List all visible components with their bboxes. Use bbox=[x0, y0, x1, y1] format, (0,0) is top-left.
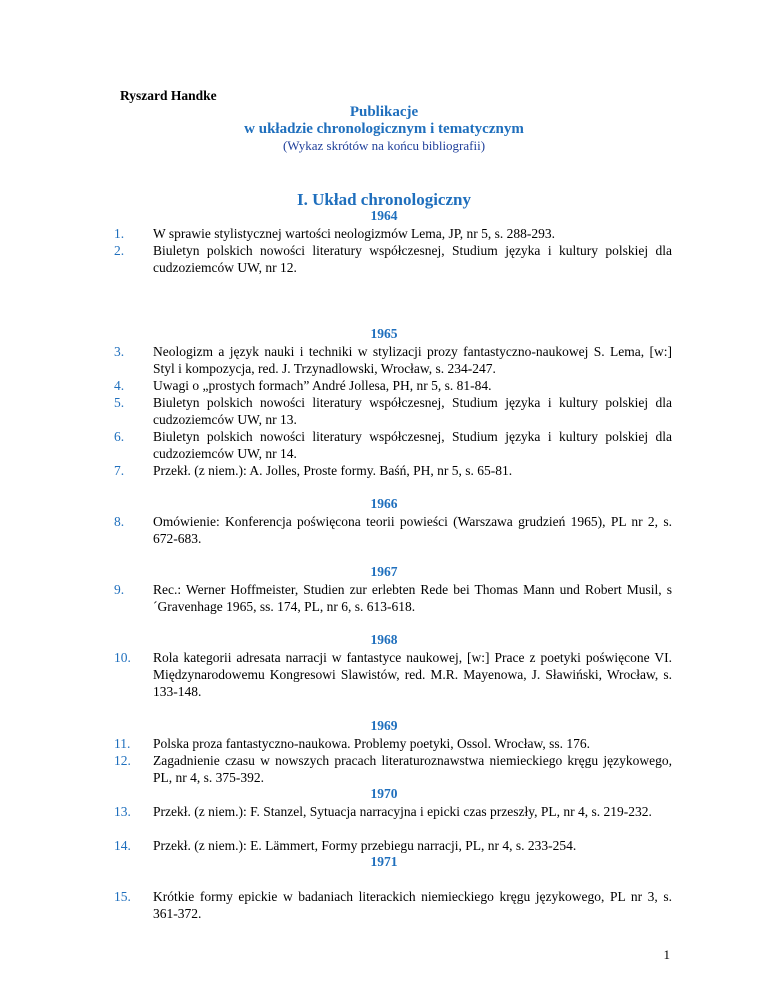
entry-number: 10. bbox=[114, 650, 131, 665]
entry-number: 12. bbox=[114, 753, 131, 768]
bibliography-entry bbox=[114, 513, 672, 547]
entry-text: Biuletyn polskich nowości literatury współczesnej, Studium języka i kultury polskiej dla cudzoziemców UW, nr 14. bbox=[153, 429, 672, 461]
bibliography-entry bbox=[114, 462, 672, 479]
entry-text: W sprawie stylistycznej wartości neologizmów Lema, JP, nr 5, s. 288-293. bbox=[153, 226, 556, 241]
year-heading: 1970 bbox=[370, 786, 398, 801]
bibliography-entry bbox=[114, 752, 672, 786]
bibliography-entry bbox=[114, 803, 672, 820]
year-heading: 1967 bbox=[370, 564, 398, 579]
bibliography-entry bbox=[114, 394, 672, 428]
year-heading: 1969 bbox=[370, 718, 398, 733]
year-heading: 1968 bbox=[370, 632, 398, 647]
entry-text: Przekł. (z niem.): E. Lämmert, Formy przebiegu narracji, PL, nr 4, s. 233-254. bbox=[153, 838, 577, 853]
year-heading: 1971 bbox=[370, 854, 398, 869]
year-heading: 1965 bbox=[370, 326, 398, 341]
year-heading: 1964 bbox=[370, 208, 398, 223]
entry-text: Neologizm a język nauki i techniki w stylizacji prozy fantastyczno-naukowej S. Lema, [w:] Styl i kompozycja, red. J. Trzynadlowski, Wrocław, s. 234-247. bbox=[153, 344, 672, 376]
bibliography-entry bbox=[114, 343, 672, 377]
entry-text: Krótkie formy epickie w badaniach literackich niemieckiego kręgu językowego, PL nr 3, s. 361-372. bbox=[153, 889, 672, 921]
entry-number: 8. bbox=[114, 514, 125, 529]
bibliography-entry bbox=[114, 837, 672, 854]
subtitle: (Wykaz skrótów na końcu bibliografii) bbox=[282, 138, 486, 153]
entry-number: 7. bbox=[114, 463, 125, 478]
entry-number: 1. bbox=[114, 226, 125, 241]
bibliography-entry bbox=[114, 377, 672, 394]
bibliography-entry bbox=[114, 581, 672, 615]
entry-number: 15. bbox=[114, 889, 131, 904]
entry-number: 5. bbox=[114, 395, 125, 410]
bibliography-entry bbox=[114, 225, 672, 242]
entry-number: 9. bbox=[114, 582, 125, 597]
bibliography-entry bbox=[114, 888, 672, 922]
entry-number: 2. bbox=[114, 243, 125, 258]
entry-text: Polska proza fantastyczno-naukowa. Problemy poetyki, Ossol. Wrocław, ss. 176. bbox=[153, 736, 590, 751]
entry-number: 11. bbox=[114, 736, 131, 751]
entry-number: 14. bbox=[114, 838, 131, 853]
entry-number: 4. bbox=[114, 378, 125, 393]
entry-text: Rec.: Werner Hoffmeister, Studien zur erlebten Rede bei Thomas Mann und Robert Musil, s´Gravenhage 1965, ss. 174, PL, nr 6, s. 613-618. bbox=[153, 582, 672, 614]
author-name: Ryszard Handke bbox=[120, 88, 217, 103]
title-line-1: Publikacje bbox=[349, 104, 419, 120]
entry-text: Biuletyn polskich nowości literatury współczesnej, Studium języka i kultury polskiej dla cudzoziemców UW, nr 12. bbox=[153, 243, 672, 275]
section-title: I. Układ chronologiczny bbox=[297, 190, 471, 209]
entry-number: 13. bbox=[114, 804, 131, 819]
entry-text: Omówienie: Konferencja poświęcona teorii powieści (Warszawa grudzień 1965), PL nr 2, s. 672-683. bbox=[153, 514, 672, 546]
entry-text: Przekł. (z niem.): A. Jolles, Proste formy. Baśń, PH, nr 5, s. 65-81. bbox=[153, 463, 513, 478]
entry-text: Rola kategorii adresata narracji w fantastyce naukowej, [w:] Prace z poetyki poświęcone VI. Międzynarodowemu Kongresowi Slawistów, red. M.R. Mayenowa, J. Sławiński, Wrocław, s. 133-148. bbox=[153, 650, 672, 699]
year-heading: 1966 bbox=[370, 496, 398, 511]
entry-number: 6. bbox=[114, 429, 125, 444]
bibliography-entry bbox=[114, 649, 672, 700]
entry-text: Uwagi o „prostych formach” André Jollesa, PH, nr 5, s. 81-84. bbox=[153, 378, 492, 393]
bibliography-entry bbox=[114, 428, 672, 462]
page-number: 1 bbox=[663, 947, 670, 962]
entry-number: 3. bbox=[114, 344, 125, 359]
entry-text: Przekł. (z niem.): F. Stanzel, Sytuacja narracyjna i epicki czas przeszły, PL, nr 4, s. 219-232. bbox=[153, 804, 652, 819]
bibliography-entry bbox=[114, 242, 672, 276]
entry-text: Zagadnienie czasu w nowszych pracach literaturoznawstwa niemieckiego kręgu językowego, PL, nr 4, s. 375-392. bbox=[153, 753, 672, 785]
entry-text: Biuletyn polskich nowości literatury współczesnej, Studium języka i kultury polskiej dla cudzoziemców UW, nr 13. bbox=[153, 395, 672, 427]
title-line-2: w układzie chronologicznym i tematycznym bbox=[244, 121, 524, 137]
bibliography-entry bbox=[114, 735, 672, 752]
